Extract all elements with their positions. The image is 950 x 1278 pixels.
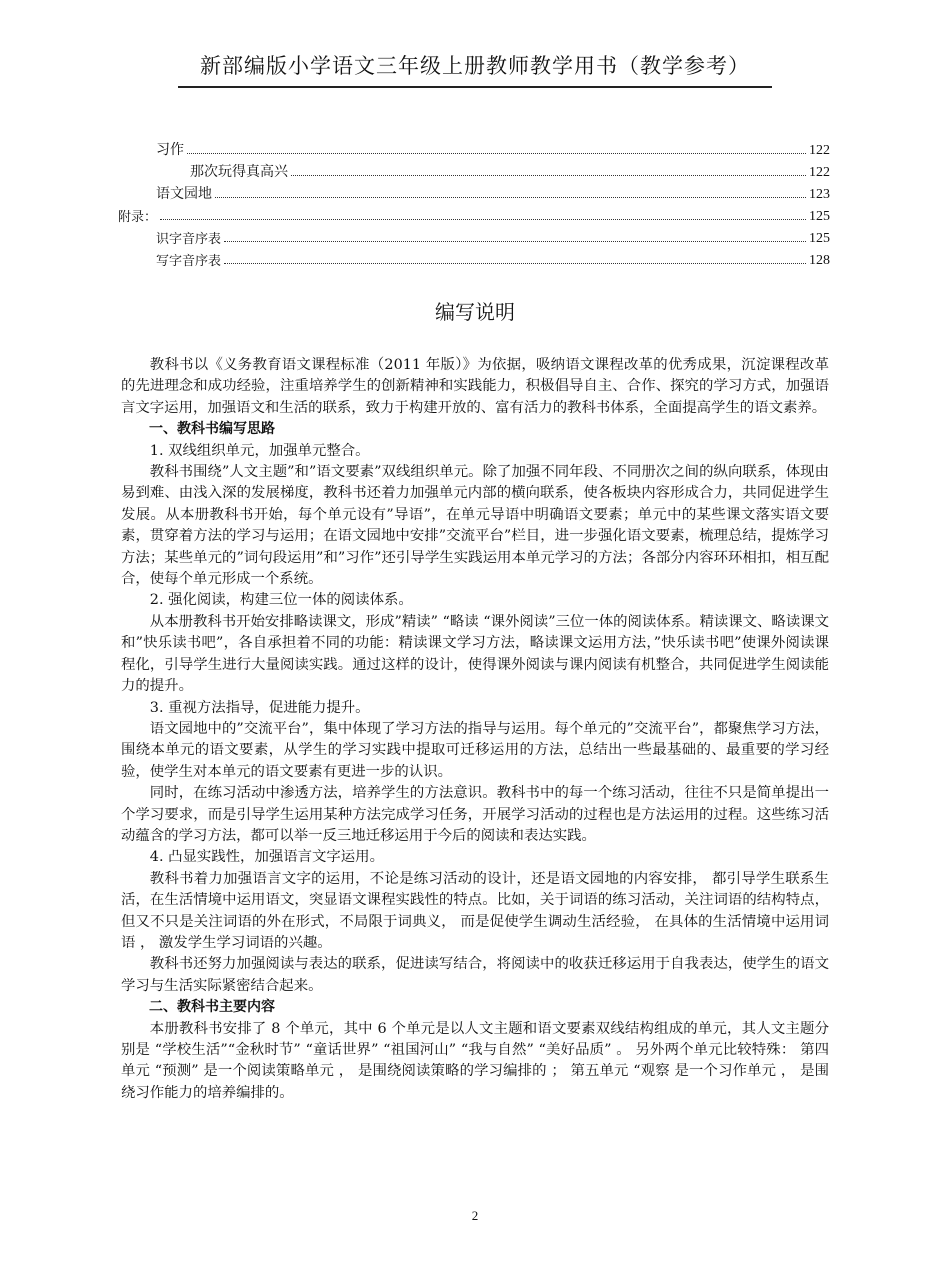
paragraph: 教科书着力加强语言文字的运用，不论是练习活动的设计，还是语文园地的内容安排， 都引导学生联系生活，在生活情境中运用语文，突显语文课程实践性的特点。比如，关于词语的练习活动，关注词语的结构特点，但又不只是关注词语的外在形式，不局限于词典义， 而是促使学生调动生活经验， 在具体的生活情境中运用词语 ， 激发学生学习词语的兴趣。 — [121, 870, 829, 951]
toc-leader-dots — [291, 175, 806, 176]
document-title: 编写说明 — [435, 300, 515, 324]
paragraph: 语文园地中的”交流平台”，集中体现了学习方法的指导与运用。每个单元的”交流平台”，都聚焦学习方法，围绕本单元的语文要素，从学生的学习实践中提取可迁移运用的方法，总结出一些最基础的、最重要的学习经验，使学生对本单元的语文要素有更进一步的认识。 — [121, 720, 829, 780]
paragraph: 同时，在练习活动中渗透方法，培养学生的方法意识。教科书中的每一个练习活动，往往不只是简单提出一个学习要求，而是引导学生运用某种方法完成学习任务，开展学习活动的过程也是方法运用的过程。这些练习活动蕴含的学习方法，都可以举一反三地迁移运用于今后的阅读和表达实践。 — [121, 785, 829, 844]
document-body — [121, 355, 829, 1104]
toc-page-number: 125 — [809, 231, 830, 246]
toc-leader-dots — [224, 263, 806, 264]
paragraph: 1. 双线组织单元，加强单元整合。 — [149, 442, 370, 459]
paragraph: 从本册教科书开始安排略读课文，形成”精读” “略读 “课外阅读”三位一体的阅读体系。精读课文、略读课文和”快乐读书吧”，各自承担着不同的功能：精读课文学习方法，略读课文运用方法，”快乐读书吧”使课外阅读课程化，引导学生进行大量阅读实践。通过这样的设计，使得课外阅读与课内阅读有机整合，共同促进学生阅读能力的提升。 — [121, 613, 829, 695]
toc-row[interactable] — [118, 181, 830, 203]
paragraph: 本册教科书安排了 8 个单元，其中 6 个单元是以人文主题和语文要素双线结构组成的单元，其人文主题分别是 “学校生活”“金秋时节” “童话世界” “祖国河山” “我与自然” “美好品质” 。 另外两个单元比较特殊： 第四单元 “预测” 是一个阅读策略单元 ， 是围绕阅读策略的学习编排的 ； 第五单元 “观察 是一个习作单元 ， 是围绕习作能力的培养编排的。 — [121, 1020, 829, 1101]
toc-row[interactable] — [118, 159, 830, 181]
table-of-contents — [118, 137, 830, 269]
toc-label: 写字音序表 — [156, 254, 222, 269]
paragraph: 4. 凸显实践性，加强语言文字运用。 — [149, 849, 384, 866]
section-heading: 二、教科书主要内容 — [149, 999, 275, 1016]
toc-row[interactable] — [118, 247, 830, 269]
toc-leader-dots — [187, 153, 806, 154]
toc-label: 识字音序表 — [156, 232, 222, 247]
section-heading: 一、教科书编写思路 — [149, 421, 275, 438]
toc-label: 那次玩得真高兴 — [190, 164, 288, 180]
page-header: 新部编版小学语文三年级上册教师教学用书（教学参考） — [178, 50, 772, 88]
toc-leader-dots — [215, 197, 806, 198]
toc-page-number: 122 — [809, 165, 830, 180]
paragraph: 教科书围绕”人文主题”和”语文要素”双线组织单元。除了加强不同年段、不同册次之间的纵向联系，体现由易到难、由浅入深的发展梯度，教科书还着力加强单元内部的横向联系，使各板块内容形成合力，共同促进学生发展。从本册教科书开始，每个单元设有”导语”，在单元导语中明确语文要素；单元中的某些课文落实语文要素，贯穿着方法的学习与运用；在语文园地中安排”交流平台”栏目，进一步强化语文要素，梳理总结，提炼学习方法；某些单元的”词句段运用”和”习作”还引导学生实践运用本单元学习的方法；各部分内容环环相扣，相互配合，使每个单元形成一个系统。 — [121, 464, 829, 588]
toc-label: 附录： — [118, 210, 158, 225]
toc-row[interactable] — [118, 137, 830, 159]
paragraph: 2. 强化阅读，构建三位一体的阅读体系。 — [149, 592, 413, 609]
toc-leader-dots — [160, 219, 806, 220]
toc-leader-dots — [224, 241, 806, 242]
toc-row[interactable] — [118, 203, 830, 225]
toc-label: 语文园地 — [156, 186, 212, 202]
toc-page-number: 122 — [809, 143, 830, 158]
paragraph: 3. 重视方法指导，促进能力提升。 — [149, 699, 370, 716]
page-number: 2 — [471, 1208, 479, 1223]
toc-label: 习作 — [156, 142, 184, 158]
paragraph: 教科书还努力加强阅读与表达的联系，促进读写结合，将阅读中的收获迁移运用于自我表达，使学生的语文学习与生活实际紧密结合起来。 — [121, 956, 829, 994]
paragraph: 教科书以《义务教育语文课程标准（2011 年版）》为依据，吸纳语文课程改革的优秀成果，沉淀课程改革的先进理念和成功经验，注重培养学生的创新精神和实践能力，积极倡导自主、合作、探究的学习方式，加强语言文字运用，加强语文和生活的联系，致力于构建开放的、富有活力的教科书体系，全面提高学生的语文素养。 — [121, 357, 829, 416]
toc-page-number: 123 — [809, 187, 830, 202]
toc-row[interactable] — [118, 225, 830, 247]
toc-page-number: 128 — [809, 253, 830, 268]
toc-page-number: 125 — [809, 209, 830, 224]
